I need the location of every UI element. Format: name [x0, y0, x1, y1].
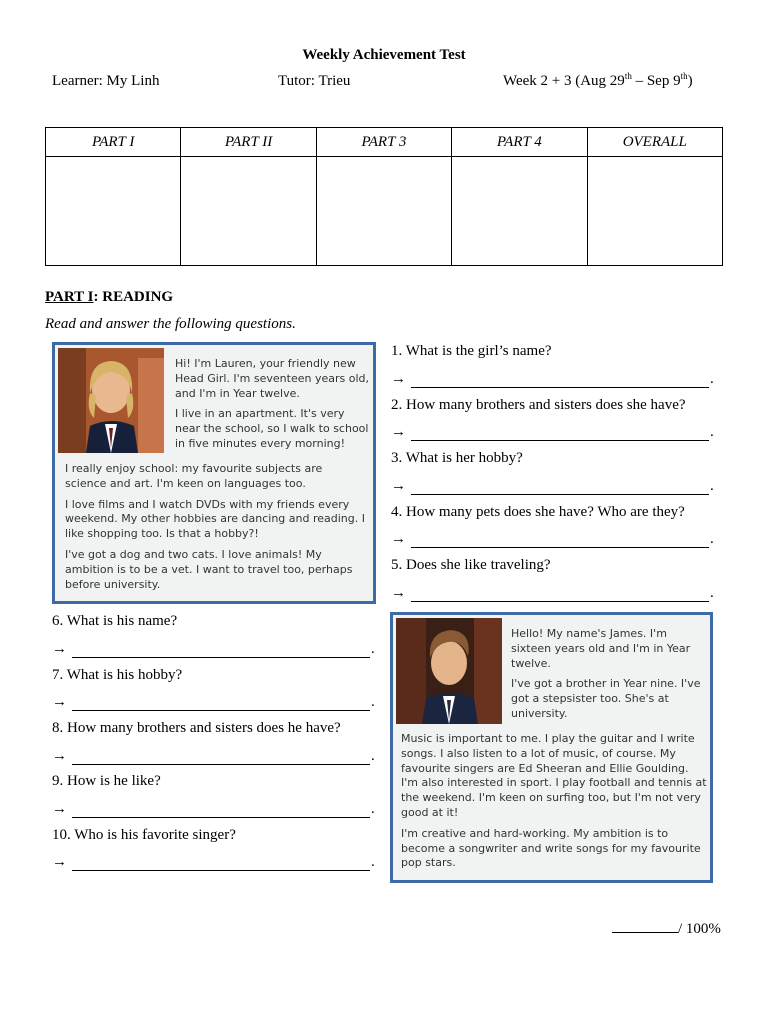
col-part-4: PART 4: [452, 128, 587, 157]
lauren-photo: [58, 348, 164, 453]
lauren-paragraph-3: I really enjoy school: my favourite subjects are science and art. I'm keen on languages too.: [65, 462, 323, 490]
answer-line-6[interactable]: → .: [52, 641, 375, 657]
question-6: 6. What is his name?: [52, 613, 178, 629]
week-label: Week 2 + 3 (Aug 29th – Sep 9th): [503, 71, 693, 89]
lauren-paragraph-1: Hi! I'm Lauren, your friendly new Head Girl. I'm seventeen years old, and I'm in Year twelve.: [175, 357, 369, 400]
score-cell[interactable]: [452, 157, 587, 266]
part1-instruction: Read and answer the following questions.: [45, 316, 296, 332]
total-score[interactable]: [612, 919, 721, 938]
col-part-2: PART II: [181, 128, 316, 157]
question-8: 8. How many brothers and sisters does he have?: [52, 720, 341, 736]
col-part-1: PART I: [46, 128, 181, 157]
question-2: 2. How many brothers and sisters does she have?: [391, 397, 686, 413]
score-table-row: [46, 157, 723, 266]
learner-label: Learner: My Linh: [52, 73, 160, 89]
lauren-paragraph-5: I've got a dog and two cats. I love animals! My ambition is to be a vet. I want to travel too, perhaps before university.: [65, 547, 353, 591]
james-paragraph-4: I'm creative and hard-working. My ambition is to become a songwriter and write songs for my favourite pop stars.: [401, 826, 701, 870]
answer-line-1[interactable]: → .: [391, 371, 714, 387]
question-1: 1. What is the girl’s name?: [391, 343, 552, 359]
james-photo: [396, 618, 502, 724]
question-10: 10. Who is his favorite singer?: [52, 827, 236, 843]
answer-line-7[interactable]: → .: [52, 694, 375, 710]
lauren-text-card: [52, 342, 376, 604]
part1-heading: PART I: READING: [45, 289, 174, 305]
james-paragraph-1: Hello! My name's James. I'm sixteen years old and I'm in Year twelve.: [511, 627, 691, 670]
score-suffix: / 100%: [678, 921, 721, 937]
score-cell[interactable]: [316, 157, 451, 266]
score-cell[interactable]: [587, 157, 722, 266]
james-paragraph-2: I've got a brother in Year nine. I've got a stepsister too. She's at university.: [511, 677, 701, 720]
question-3: 3. What is her hobby?: [391, 450, 523, 466]
lauren-paragraph-4: I love films and I watch DVDs with my friends every weekend. My other hobbies are dancing and reading. I like shopping too. Is that a hobby?!: [65, 497, 365, 541]
tutor-label: Tutor: Trieu: [278, 73, 351, 89]
col-overall: OVERALL: [587, 128, 722, 157]
question-7: 7. What is his hobby?: [52, 667, 183, 683]
score-table-header: [46, 128, 723, 157]
test-title: Weekly Achievement Test: [302, 47, 466, 63]
score-blank[interactable]: [612, 919, 678, 933]
score-table: [45, 127, 723, 266]
score-cell[interactable]: [181, 157, 316, 266]
answer-line-5[interactable]: → .: [391, 585, 714, 601]
question-4: 4. How many pets does she have? Who are they?: [391, 504, 685, 520]
answer-line-8[interactable]: → .: [52, 748, 375, 764]
col-part-3: PART 3: [316, 128, 451, 157]
james-paragraph-3: Music is important to me. I play the guitar and I write songs. I also listen to a lot of music, of course. My favourite singers are Ed Sheeran and Ellie Goulding. I'm also interested in sport. I play football and tennis at the weekend. I'm keen on surfing too, but I'm not very good at it!: [401, 732, 707, 819]
james-text-card: [390, 612, 713, 883]
answer-line-4[interactable]: → .: [391, 531, 714, 547]
answer-line-9[interactable]: → .: [52, 801, 375, 817]
question-5: 5. Does she like traveling?: [391, 557, 551, 573]
question-9: 9. How is he like?: [52, 773, 161, 789]
answer-line-2[interactable]: → .: [391, 424, 714, 440]
answer-line-3[interactable]: → .: [391, 478, 714, 494]
score-cell[interactable]: [46, 157, 181, 266]
lauren-paragraph-2: I live in an apartment. It's very near the school, so I walk to school in five minutes every morning!: [175, 407, 369, 450]
answer-line-10[interactable]: → .: [52, 854, 375, 870]
